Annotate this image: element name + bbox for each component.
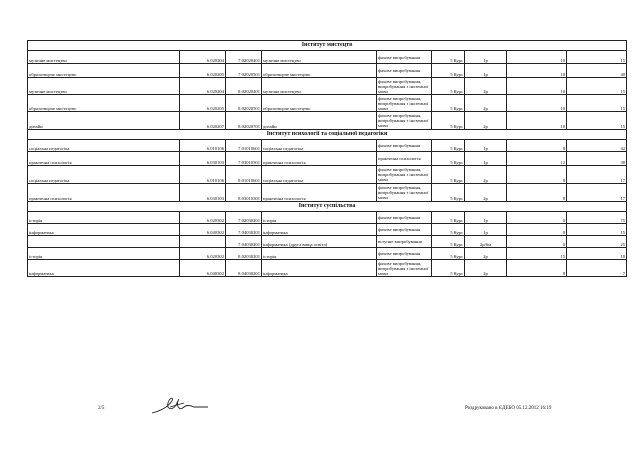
cell-b: 15 <box>567 95 627 112</box>
print-stamp: Роздруковано в ЄДЕБО 05.12.2012 16:19 <box>465 406 552 411</box>
cell-spec: 8.02030201 <box>226 248 262 260</box>
cell-a: 0 <box>507 224 567 236</box>
cell-spec: 7.02020501 <box>226 64 262 78</box>
cell-name: практична психологія <box>28 152 180 166</box>
cell-name <box>28 236 180 248</box>
table-row <box>28 236 627 248</box>
cell-name: інформатика <box>28 260 180 277</box>
cell-name: образотворче мистецтво <box>28 64 180 78</box>
cell-name: музичне мистецтво <box>28 51 180 64</box>
cell-a: 0 <box>507 236 567 248</box>
cell-course: 5 Курс <box>432 78 465 95</box>
cell-code: 6.020207 <box>180 112 226 130</box>
cell-a: 10 <box>507 78 567 95</box>
cell-course: 5 Курс <box>432 260 465 277</box>
table-row <box>28 140 627 152</box>
table-row <box>28 260 627 277</box>
cell-code: 6.030103 <box>180 184 226 202</box>
table-row <box>28 152 627 166</box>
cell-name: практична психологія <box>28 184 180 202</box>
cell-basis: фахове випробування <box>377 224 432 236</box>
cell-name: дизайн <box>28 112 180 130</box>
cell-spec-name: історія <box>262 212 377 224</box>
cell-course: 5 Курс <box>432 51 465 64</box>
table-body <box>28 41 627 277</box>
cell-course: 5 Курс <box>432 248 465 260</box>
cell-a: 15 <box>507 248 567 260</box>
cell-a: 10 <box>507 51 567 64</box>
section-title: Інститут суспільства <box>28 202 627 212</box>
table-row <box>28 248 627 260</box>
cell-course: 5 Курс <box>432 166 465 184</box>
table-row <box>28 224 627 236</box>
cell-term: 1р <box>465 152 507 166</box>
cell-spec-name: історія <box>262 248 377 260</box>
table-row <box>28 184 627 202</box>
cell-spec: 7.03010301 <box>226 152 262 166</box>
table-row <box>28 112 627 130</box>
cell-basis: фахове випробування, випробування з іноземної мови <box>377 260 432 277</box>
cell-b: 15 <box>567 224 627 236</box>
signature <box>150 393 210 422</box>
cell-a: 0 <box>507 212 567 224</box>
cell-basis: фахове випробування <box>377 140 432 152</box>
cell-term: 2р <box>465 112 507 130</box>
cell-a: 12 <box>507 152 567 166</box>
cell-code: 6.030103 <box>180 152 226 166</box>
cell-spec: 7.01010601 <box>226 140 262 152</box>
cell-name: історія <box>28 212 180 224</box>
section-header <box>28 41 627 51</box>
cell-a: 10 <box>507 64 567 78</box>
cell-b: 38 <box>567 152 627 166</box>
cell-code: 6.010106 <box>180 140 226 152</box>
cell-spec-name: практична психологія <box>262 152 377 166</box>
cell-spec: 7.02020401 <box>226 51 262 64</box>
cell-course: 5 Курс <box>432 64 465 78</box>
cell-basis: фахове випробування <box>377 51 432 64</box>
cell-term: 1р <box>465 51 507 64</box>
table-row <box>28 64 627 78</box>
cell-spec-name: інформатика <box>262 224 377 236</box>
cell-code: 6.020302 <box>180 212 226 224</box>
table-row <box>28 95 627 112</box>
cell-basis: практична психологія <box>377 152 432 166</box>
cell-b: 75 <box>567 212 627 224</box>
cell-basis: фахове випробування <box>377 248 432 260</box>
cell-name: музичне мистецтво <box>28 78 180 95</box>
cell-term: 2р/6м <box>465 236 507 248</box>
cell-spec-name: інформатика <box>262 260 377 277</box>
cell-b: 15 <box>567 112 627 130</box>
cell-term: 2р <box>465 260 507 277</box>
cell-basis: фахове випробування, випробування з іноземної мови <box>377 184 432 202</box>
section-header <box>28 130 627 140</box>
cell-course: 5 Курс <box>432 140 465 152</box>
cell-code: 6.020204 <box>180 51 226 64</box>
cell-basis: фахове випробування <box>377 64 432 78</box>
cell-term: 1р <box>465 64 507 78</box>
cell-code: 6.020204 <box>180 78 226 95</box>
cell-course: 5 Курс <box>432 95 465 112</box>
cell-spec-name: образотворче мистецтво <box>262 95 377 112</box>
cell-b: 10 <box>567 248 627 260</box>
cell-a: 8 <box>507 140 567 152</box>
cell-spec-name: дизайн <box>262 112 377 130</box>
cell-spec-name: інформатика (друга вища освіта) <box>262 236 377 248</box>
cell-basis: фахове випробування, випробування з іноземної мови <box>377 78 432 95</box>
cell-term: 2р <box>465 166 507 184</box>
cell-code: 6.010106 <box>180 166 226 184</box>
cell-basis: вступне випробування <box>377 236 432 248</box>
cell-code: 6.040302 <box>180 260 226 277</box>
cell-a: 10 <box>507 95 567 112</box>
cell-code: 6.020205 <box>180 64 226 78</box>
cell-spec: 8.01010601 <box>226 166 262 184</box>
cell-course: 5 Курс <box>432 112 465 130</box>
cell-spec: 7.02030201 <box>226 212 262 224</box>
cell-spec-name: музичне мистецтво <box>262 78 377 95</box>
cell-spec-name: практична психологія <box>262 184 377 202</box>
cell-course: 5 Курс <box>432 152 465 166</box>
cell-name: історія <box>28 248 180 260</box>
cell-spec: 7.04030201 <box>226 224 262 236</box>
cell-a: 8 <box>507 260 567 277</box>
cell-b: 25 <box>567 236 627 248</box>
table-row <box>28 51 627 64</box>
table-row <box>28 212 627 224</box>
cell-term: 2р <box>465 184 507 202</box>
cell-spec-name: музичне мистецтво <box>262 51 377 64</box>
cell-a: 10 <box>507 112 567 130</box>
cell-b: 17 <box>567 166 627 184</box>
cell-term: 2р <box>465 95 507 112</box>
cell-b: 42 <box>567 140 627 152</box>
cell-course: 5 Курс <box>432 224 465 236</box>
cell-name: образотворче мистецтво <box>28 95 180 112</box>
cell-term: 1р <box>465 140 507 152</box>
section-header <box>28 202 627 212</box>
cell-name: інформатика <box>28 224 180 236</box>
cell-name: соціальна педагогіка <box>28 140 180 152</box>
cell-course: 5 Курс <box>432 184 465 202</box>
table-row <box>28 78 627 95</box>
cell-spec: 8.04030201 <box>226 260 262 277</box>
cell-spec-name: соціальна педагогіка <box>262 166 377 184</box>
signature-scribble <box>150 393 210 417</box>
cell-term: 1р <box>465 212 507 224</box>
cell-term: 2р <box>465 78 507 95</box>
section-title: Інститут психології та соціальної педагогіки <box>28 130 627 140</box>
cell-code <box>180 236 226 248</box>
cell-a: 8 <box>507 166 567 184</box>
cell-code: 6.020205 <box>180 95 226 112</box>
cell-spec-name: образотворче мистецтво <box>262 64 377 78</box>
page-number: 2/5 <box>98 406 105 411</box>
cell-code: 6.040302 <box>180 224 226 236</box>
cell-spec: 8.02020701 <box>226 112 262 130</box>
section-title: Інститут мистецтв <box>28 41 627 51</box>
cell-b: 17 <box>567 184 627 202</box>
cell-basis: фахове випробування <box>377 212 432 224</box>
cell-spec-name: соціальна педагогіка <box>262 140 377 152</box>
cell-spec: 8.02020501 <box>226 95 262 112</box>
cell-course: 5 Курс <box>432 236 465 248</box>
cell-basis: фахове випробування, випробування з іноземної мови <box>377 166 432 184</box>
cell-name: соціальна педагогіка <box>28 166 180 184</box>
cell-term: 1р <box>465 224 507 236</box>
cell-b: 15 <box>567 78 627 95</box>
cell-term: 2р <box>465 248 507 260</box>
cell-b: 7 <box>567 260 627 277</box>
cell-basis: фахове випробування, випробування з іноземної мови <box>377 95 432 112</box>
table-row <box>28 166 627 184</box>
admission-table <box>27 40 627 277</box>
cell-b: 15 <box>567 51 627 64</box>
cell-a: 8 <box>507 184 567 202</box>
cell-spec: 7.04030201 <box>226 236 262 248</box>
cell-code: 6.020302 <box>180 248 226 260</box>
cell-b: 40 <box>567 64 627 78</box>
cell-basis: фахове випробування, випробування з іноземної мови <box>377 112 432 130</box>
cell-spec: 8.03010301 <box>226 184 262 202</box>
cell-course: 5 Курс <box>432 212 465 224</box>
cell-spec: 8.02020401 <box>226 78 262 95</box>
